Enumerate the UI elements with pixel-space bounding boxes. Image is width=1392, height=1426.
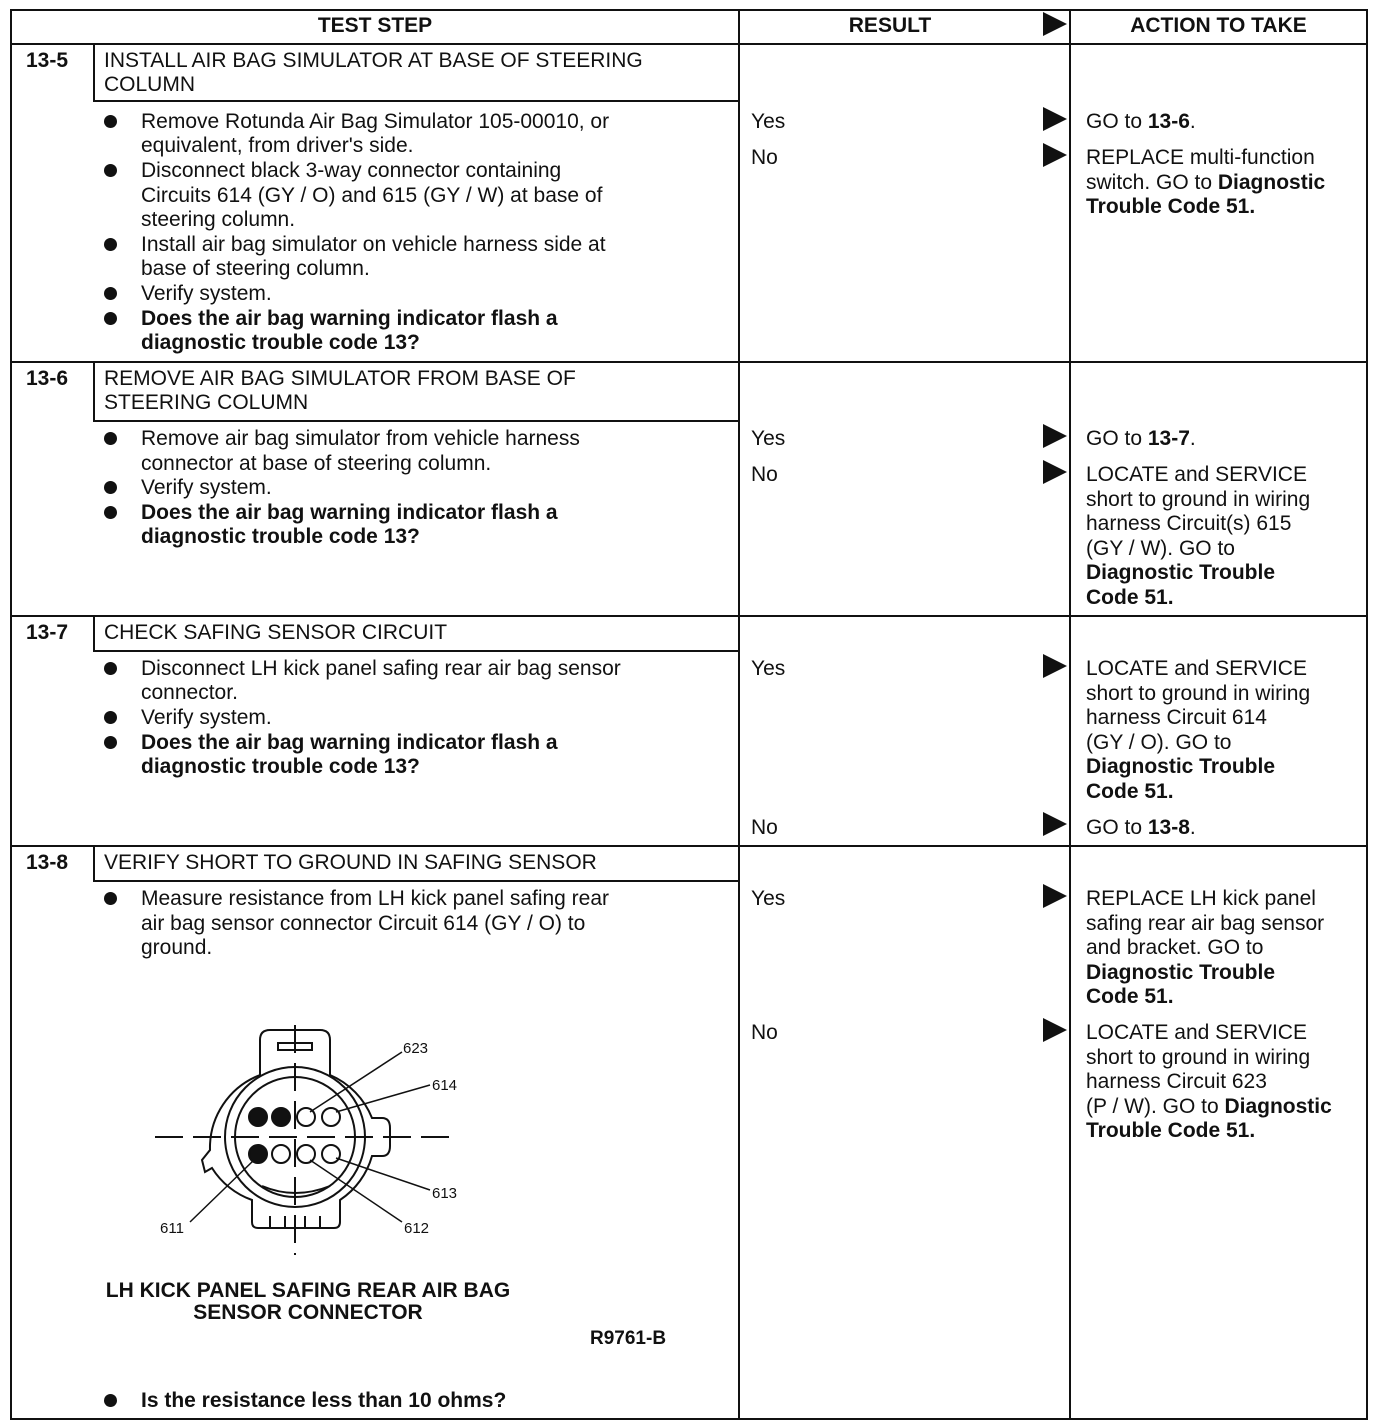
action-line [1086,682,1310,707]
step-number-divider [93,845,95,881]
action-emphasis: Diagnostic [1224,1094,1332,1118]
action-line [1086,1046,1332,1071]
bullet-question: diagnostic trouble code 13? [141,525,420,548]
bullet-icon [104,287,117,300]
header-divider [10,43,1368,45]
action-emphasis: 13-8 [1147,816,1190,839]
action-run: REPLACE LH kick panel [1086,887,1316,910]
step-title-divider [93,880,739,882]
bullet-text: connector at base of steering column. [141,452,492,475]
action-text [1086,816,1196,841]
action-line [1086,731,1310,756]
step-title-divider [93,420,739,422]
column-divider-result [738,9,740,1420]
pin-cavity [322,1145,340,1163]
action-line [1086,936,1324,961]
table-border-right [1366,9,1368,1420]
bullet-text: steering column. [141,208,296,231]
result-yes-label: Yes [751,657,786,680]
step-title: VERIFY SHORT TO GROUND IN SAFING SENSOR [104,851,597,874]
step-number-divider [93,615,95,651]
bullet-icon [104,506,117,519]
bullet-icon [104,115,117,128]
bullet-icon [104,481,117,494]
result-arrow-icon [1043,654,1067,678]
action-line [1086,427,1196,452]
action-emphasis: Code 51. [1086,585,1174,609]
pin-cavity [272,1108,290,1126]
bullet-icon [104,892,117,905]
action-line [1086,1070,1332,1095]
figure-caption: SENSOR CONNECTOR [193,1301,423,1324]
bullet-text: air bag sensor connector Circuit 614 (GY / O) to [141,912,586,935]
step-title: COLUMN [104,73,196,96]
bullet-icon [104,1394,117,1407]
step-title: INSTALL AIR BAG SIMULATOR AT BASE OF STEERING [104,49,643,72]
step-bottom-divider [10,615,1368,617]
action-run: (GY / W). GO to [1086,536,1235,560]
result-no-label: No [751,463,778,486]
pin-label: 612 [404,1220,430,1237]
step-title-divider [93,100,739,102]
action-run: harness Circuit 614 [1086,706,1267,729]
bullet-question: diagnostic trouble code 13? [141,755,420,778]
action-run: harness Circuit(s) 615 [1086,512,1292,535]
action-emphasis: 13-7 [1147,427,1190,450]
table-border-bottom [10,1418,1368,1420]
action-run: REPLACE multi-function [1086,146,1315,169]
action-run: . [1189,110,1196,133]
column-divider-action [1069,9,1071,1420]
action-line [1086,887,1324,912]
action-line [1086,755,1310,780]
action-line [1086,512,1310,537]
action-line [1086,1119,1332,1144]
action-run: GO to [1086,110,1148,133]
bullet-text: base of steering column. [141,257,370,280]
bullet-icon [104,432,117,445]
bullet-text: connector. [141,681,238,704]
action-run: harness Circuit 623 [1086,1070,1267,1093]
action-run: GO to [1086,816,1148,839]
action-run: switch. GO to [1086,170,1218,194]
action-line [1086,816,1196,841]
figure-caption: LH KICK PANEL SAFING REAR AIR BAG [105,1279,511,1302]
action-text [1086,110,1196,135]
bullet-text: Remove air bag simulator from vehicle harness [141,427,580,450]
step-number: 13-5 [26,49,69,72]
result-arrow-icon [1043,424,1067,448]
pin-label: 614 [432,1077,458,1094]
action-run: . [1189,427,1196,450]
bullet-text: ground. [141,936,213,959]
action-emphasis: Diagnostic [1217,170,1326,194]
header-test-step: TEST STEP [317,14,433,37]
step-number-divider [93,43,95,101]
action-emphasis: Trouble Code 51. [1086,1119,1256,1142]
bullet-text: Disconnect black 3-way connector containing [141,159,562,182]
step-bottom-divider [10,845,1368,847]
header-arrow-icon [1043,12,1067,36]
result-yes-label: Yes [751,887,786,910]
action-emphasis: 13-6 [1147,110,1190,133]
action-line [1086,961,1324,986]
result-no-label: No [751,816,778,839]
pin-cavity [249,1108,267,1126]
action-run: LOCATE and SERVICE [1086,1021,1307,1044]
action-run: (P / W). GO to [1086,1094,1225,1118]
figure-reference: R9761-B [590,1328,667,1349]
result-no-label: No [751,146,778,169]
result-arrow-icon [1043,143,1067,167]
step-title: REMOVE AIR BAG SIMULATOR FROM BASE OF [104,367,576,390]
action-emphasis: Code 51. [1086,985,1174,1008]
result-arrow-icon [1043,812,1067,836]
action-line [1086,706,1310,731]
bullet-question: Does the air bag warning indicator flash a [141,501,558,524]
leader-line [336,1158,430,1190]
result-arrow-icon [1043,460,1067,484]
bullet-text: equivalent, from driver's side. [141,134,414,157]
bullet-text: Disconnect LH kick panel safing rear air bag sensor [141,657,621,680]
header-action: ACTION TO TAKE [1130,14,1307,37]
step-bottom-divider [10,361,1368,363]
pin-cavity [272,1145,290,1163]
pin-label: 613 [432,1185,458,1202]
bullet-icon [104,662,117,675]
bullet-question: Does the air bag warning indicator flash a [141,731,558,754]
table-border-left [10,9,12,1420]
pin-label: 623 [403,1040,429,1057]
step-title-divider [93,650,739,652]
bullet-icon [104,312,117,325]
bullet-question: Does the air bag warning indicator flash a [141,307,558,330]
action-line [1086,586,1310,611]
bullet-text: Circuits 614 (GY / O) and 615 (GY / W) at base of [141,184,603,207]
pin-cavity [322,1108,340,1126]
action-run: short to ground in wiring [1086,681,1311,705]
connector-diagram [150,1025,470,1260]
bullet-icon [104,736,117,749]
bullet-text: Install air bag simulator on vehicle harness side at [141,233,606,256]
bullet-icon [104,164,117,177]
action-line [1086,463,1310,488]
action-line [1086,912,1324,937]
action-emphasis: Code 51. [1086,779,1174,803]
bullet-text: Verify system. [141,706,272,729]
action-text [1086,146,1325,220]
step-title: STEERING COLUMN [104,391,309,414]
action-line [1086,561,1310,586]
result-no-label: No [751,1021,778,1044]
step-number: 13-6 [26,367,69,390]
leader-line [336,1085,430,1112]
action-emphasis: Diagnostic Trouble [1086,755,1276,778]
action-run: short to ground in wiring [1086,487,1311,511]
result-yes-label: Yes [751,427,786,450]
action-text [1086,463,1310,610]
action-line [1086,985,1324,1010]
action-text [1086,427,1196,452]
bullet-text: Measure resistance from LH kick panel safing rear [141,887,610,910]
bullet-question: Is the resistance less than 10 ohms? [141,1389,507,1412]
action-run: (GY / O). GO to [1086,730,1232,754]
leader-line [190,1160,254,1222]
action-line [1086,780,1310,805]
action-emphasis: Diagnostic Trouble [1086,960,1276,984]
bullet-icon [104,711,117,724]
action-line [1086,1021,1332,1046]
action-line [1086,110,1196,135]
result-arrow-icon [1043,884,1067,908]
action-line [1086,657,1310,682]
pin-label: 611 [160,1220,184,1237]
table-border-top [10,9,1368,11]
bullet-icon [104,238,117,251]
header-result: RESULT [848,14,932,37]
action-run: GO to [1086,427,1148,450]
step-title: CHECK SAFING SENSOR CIRCUIT [104,621,448,644]
result-arrow-icon [1043,1018,1067,1042]
action-run: and bracket. GO to [1086,936,1264,959]
action-text [1086,657,1310,804]
result-arrow-icon [1043,107,1067,131]
action-text [1086,1021,1332,1144]
bullet-text: Verify system. [141,476,272,499]
bullet-text: Remove Rotunda Air Bag Simulator 105-00010, or [141,110,610,133]
step-number-divider [93,361,95,421]
action-line [1086,195,1325,220]
action-line [1086,146,1325,171]
step-number: 13-8 [26,851,69,874]
action-emphasis: Trouble Code 51. [1086,195,1256,218]
action-line [1086,171,1325,196]
action-run: LOCATE and SERVICE [1086,463,1307,486]
step-number: 13-7 [26,621,69,644]
action-emphasis: Diagnostic Trouble [1086,561,1276,584]
pin-cavity [297,1145,315,1163]
pin-cavity [249,1145,267,1163]
action-line [1086,537,1310,562]
result-yes-label: Yes [751,110,786,133]
action-run: LOCATE and SERVICE [1086,657,1307,680]
action-text [1086,887,1324,1010]
bullet-text: Verify system. [141,282,272,305]
action-run: . [1189,816,1196,839]
action-run: short to ground in wiring [1086,1045,1311,1069]
bullet-question: diagnostic trouble code 13? [141,331,420,354]
action-line [1086,488,1310,513]
action-line [1086,1095,1332,1120]
action-run: safing rear air bag sensor [1086,911,1325,935]
